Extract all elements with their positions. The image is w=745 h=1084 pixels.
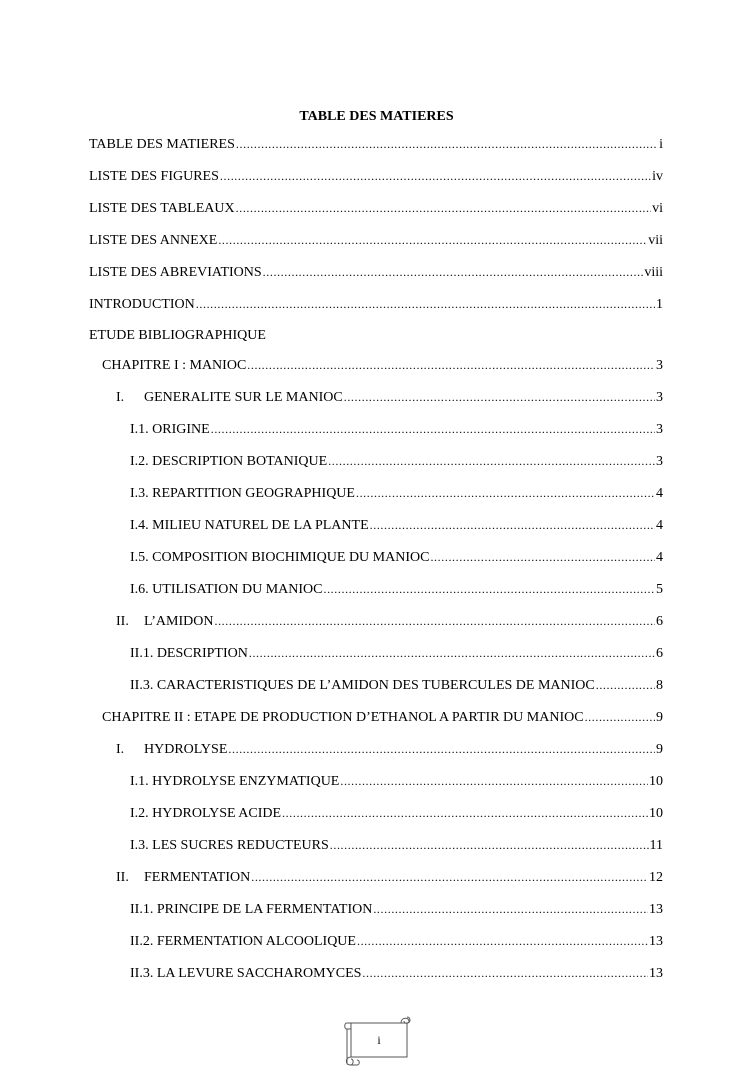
toc-entry-chapitre-1[interactable] [102,355,663,375]
toc-entry-hydrolyse[interactable] [116,739,663,759]
toc-page-number: 9 [656,742,663,757]
dot-leader [251,867,648,887]
toc-page-number: 3 [656,454,663,469]
toc-label: I.3. LES SUCRES REDUCTEURS [130,838,329,853]
dot-leader [330,835,649,855]
dot-leader [236,198,651,218]
toc-label [116,868,250,888]
page-title: TABLE DES MATIERES [299,109,454,124]
toc-page-number: viii [644,265,663,280]
toc-entry-sucres-reducteurs[interactable] [130,835,663,855]
toc-label [116,612,213,632]
dot-leader [344,387,655,407]
toc-label: II.3. CARACTERISTIQUES DE L’AMIDON DES TUBERCULES DE MANIOC [130,678,595,693]
toc-page-number: 13 [649,966,663,981]
toc-label: I.1. HYDROLYSE ENZYMATIQUE [130,774,340,789]
dot-leader [356,483,655,503]
toc-label: I.6. UTILISATION DU MANIOC [130,582,323,597]
dot-leader [328,451,655,471]
toc-entry-principe-fermentation[interactable] [130,899,663,919]
toc-entry-hydrolyse-enzymatique[interactable] [130,771,663,791]
toc-entry-hydrolyse-acide[interactable] [130,803,663,823]
dot-leader [214,611,655,631]
toc-label [116,388,343,408]
toc-numeral: II. [116,870,129,885]
toc-page-number: 11 [649,838,663,853]
toc-page-number: 10 [649,806,663,821]
toc-page-number: 12 [649,870,663,885]
toc-page-number: vi [652,201,663,216]
toc-entry-amidon[interactable] [116,611,663,631]
toc-label: INTRODUCTION [89,297,195,312]
toc-label: I.3. REPARTITION GEOGRAPHIQUE [130,486,355,501]
dot-leader [357,931,648,951]
toc-page-number: 3 [656,422,663,437]
toc-entry-milieu-naturel[interactable] [130,515,663,535]
toc-page-number: 4 [656,518,663,533]
dot-leader [340,771,648,791]
toc-label: II.2. FERMENTATION ALCOOLIQUE [130,934,356,949]
dot-leader [596,675,655,695]
dot-leader [247,355,655,375]
toc-entry-chapitre-2[interactable] [102,707,663,727]
dot-leader [362,963,648,983]
toc-label: I.4. MILIEU NATUREL DE LA PLANTE [130,518,369,533]
dot-leader [373,899,648,919]
dot-leader [228,739,655,759]
toc-entry-description-botanique[interactable] [130,451,663,471]
dot-leader [211,419,655,439]
toc-label-text: FERMENTATION [144,870,251,885]
toc-entry-utilisation-manioc[interactable] [130,579,663,599]
toc-entry-liste-des-tableaux[interactable] [89,198,663,218]
toc-page-number: 10 [649,774,663,789]
page-footer [343,1013,413,1067]
toc-entry-origine[interactable] [130,419,663,439]
dot-leader [282,803,648,823]
toc-entry-caracteristiques-amidon[interactable] [130,675,663,695]
toc-page-number: 3 [656,358,663,373]
dot-leader [430,547,655,567]
toc-label: TABLE DES MATIERES [89,137,235,152]
toc-page-number: 5 [656,582,663,597]
dot-leader [236,134,658,154]
toc-entry-repartition-geographique[interactable] [130,483,663,503]
toc-entry-levure-saccharomyces[interactable] [130,963,663,983]
toc-label: LISTE DES ANNEXE [89,233,218,248]
toc-page-number: 9 [656,710,663,725]
toc-label: II.1. DESCRIPTION [130,646,248,661]
dot-leader [323,579,655,599]
toc-label [116,740,227,760]
toc-section-heading[interactable]: ETUDE BIBLIOGRAPHIQUE [89,328,266,343]
toc-numeral: I. [116,742,125,757]
dot-leader [249,643,655,663]
toc-entry-fermentation-alcoolique[interactable] [130,931,663,951]
toc-page-number: 13 [649,902,663,917]
toc-label: II.3. LA LEVURE SACCHAROMYCES [130,966,362,981]
toc-label: LISTE DES ABREVIATIONS [89,265,262,280]
toc-numeral: II. [116,614,129,629]
dot-leader [370,515,655,535]
toc-page-number: 4 [656,486,663,501]
toc-page-number: vii [648,233,663,248]
dot-leader [263,262,644,282]
toc-label: LISTE DES FIGURES [89,169,219,184]
toc-label: II.1. PRINCIPE DE LA FERMENTATION [130,902,373,917]
toc-entry-fermentation[interactable] [116,867,663,887]
dot-leader [218,230,647,250]
toc-label: I.1. ORIGINE [130,422,210,437]
dot-leader [220,166,651,186]
toc-entry-introduction[interactable] [89,294,663,314]
toc-page-number: i [659,137,663,152]
toc-page-number: 1 [656,297,663,312]
toc-page-number: 6 [656,614,663,629]
dot-leader [196,294,655,314]
toc-numeral: I. [116,390,125,405]
toc-label: I.2. DESCRIPTION BOTANIQUE [130,454,328,469]
toc-label-text: L’AMIDON [144,614,214,629]
toc-page-number: 4 [656,550,663,565]
toc-page-number: 3 [656,390,663,405]
toc-label: CHAPITRE II : ETAPE DE PRODUCTION D’ETHANOL A PARTIR DU MANIOC [102,710,584,725]
dot-leader [585,707,655,727]
toc-entry-table-des-matieres[interactable] [89,134,663,154]
toc-label-text: HYDROLYSE [144,742,228,757]
toc-entry-liste-des-annexe[interactable] [89,230,663,250]
toc-label-text: GENERALITE SUR LE MANIOC [144,390,343,405]
toc-entry-description[interactable] [130,643,663,663]
toc-entry-liste-des-abreviations[interactable] [89,262,663,282]
toc-label: CHAPITRE I : MANIOC [102,358,247,373]
toc-label: I.5. COMPOSITION BIOCHIMIQUE DU MANIOC [130,550,430,565]
toc-label: LISTE DES TABLEAUX [89,201,235,216]
footer-page-number: i [377,1033,381,1047]
toc-entry-generalite-manioc[interactable] [116,387,663,407]
toc-page-number: 8 [656,678,663,693]
toc-page-number: iv [652,169,663,184]
toc-page-number: 13 [649,934,663,949]
toc-label: I.2. HYDROLYSE ACIDE [130,806,282,821]
toc-entry-liste-des-figures[interactable] [89,166,663,186]
toc-entry-composition-biochimique[interactable] [130,547,663,567]
toc-page-number: 6 [656,646,663,661]
